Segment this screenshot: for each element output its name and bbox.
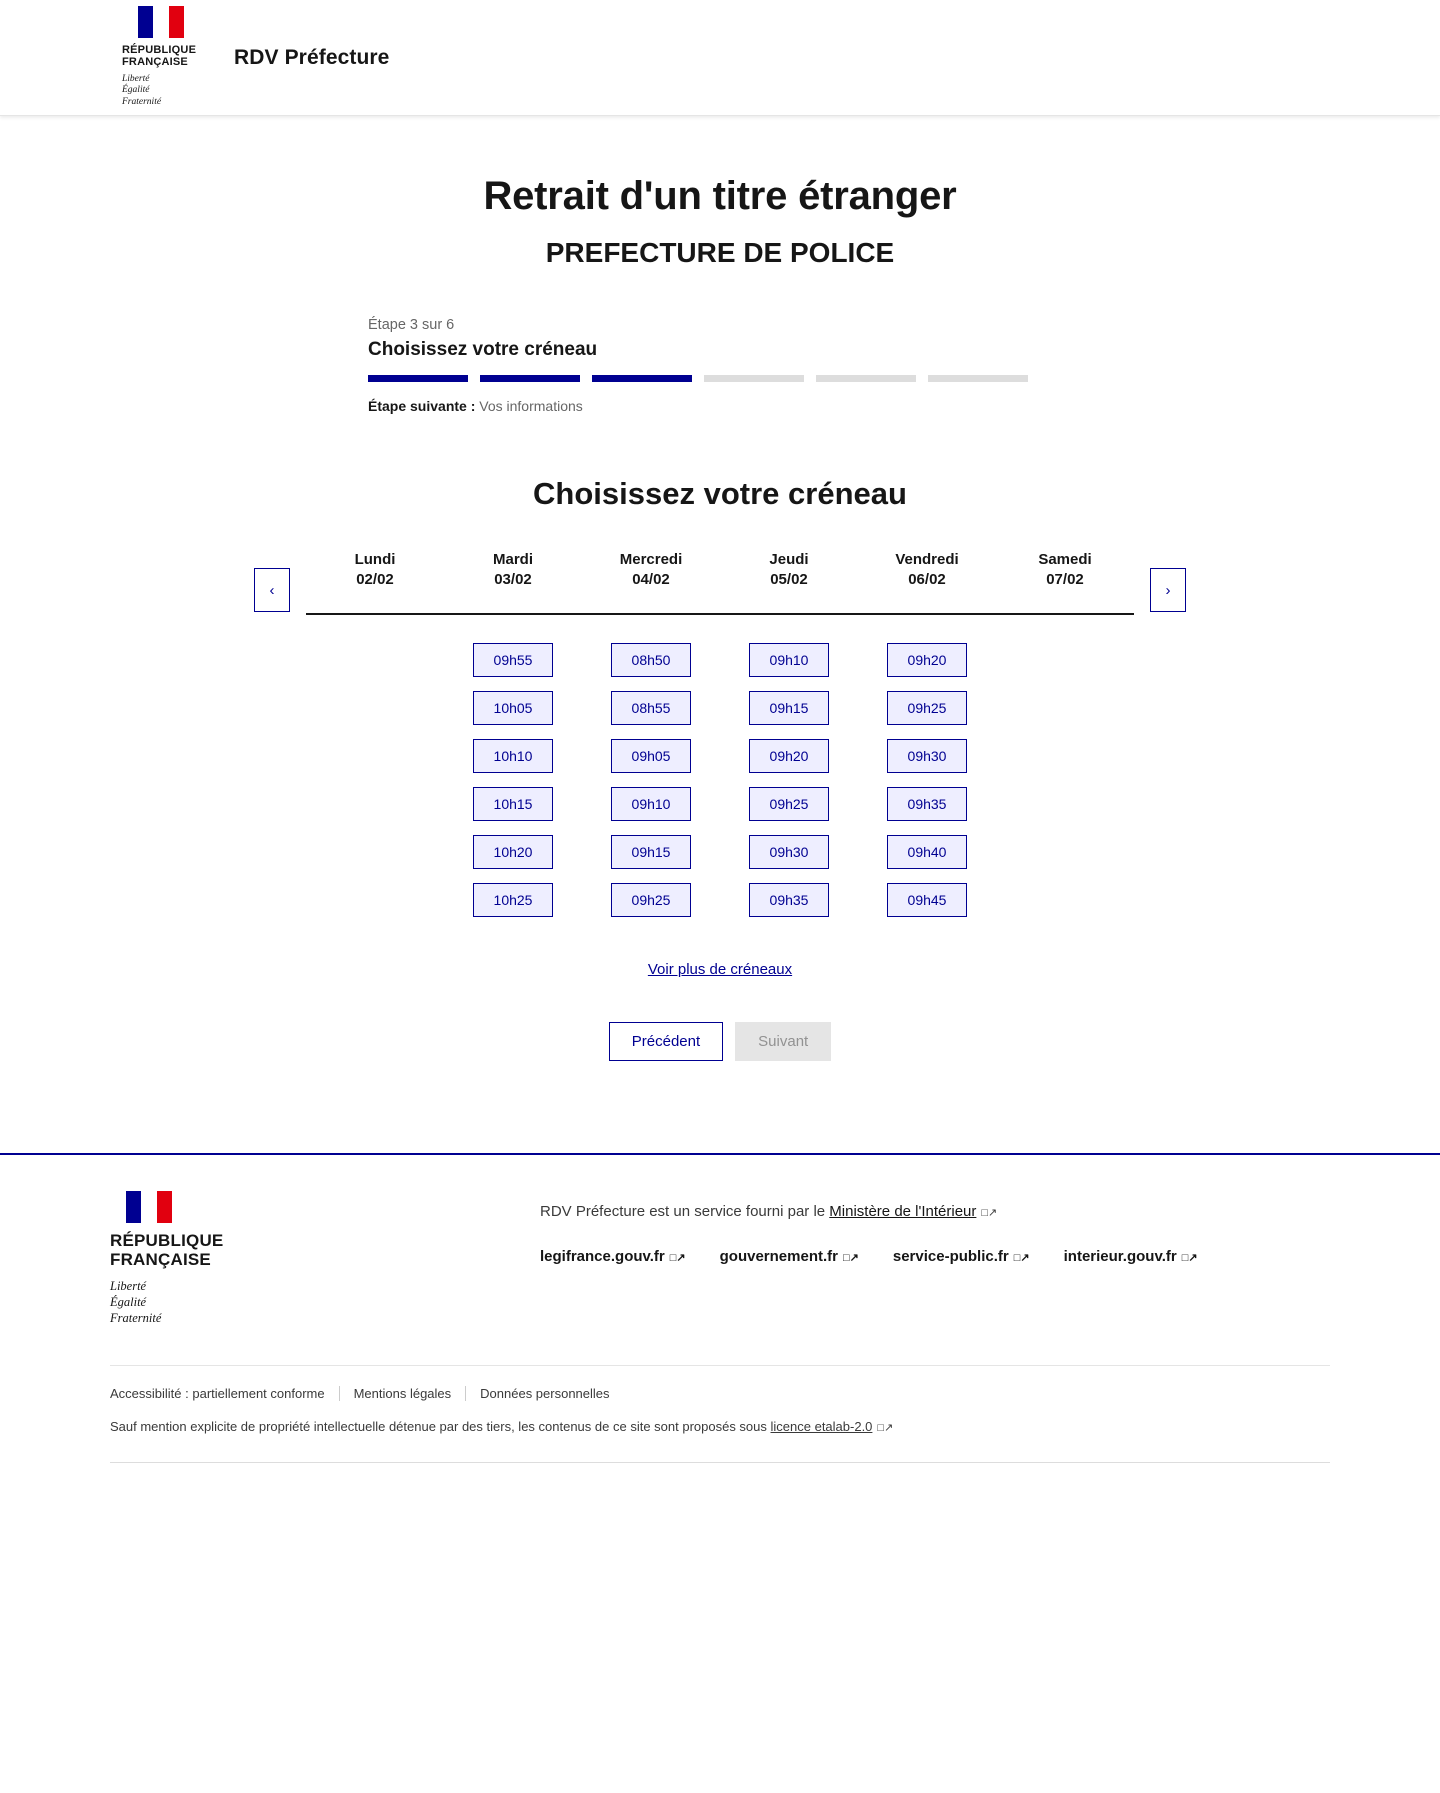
app-title[interactable]: RDV Préfecture — [234, 45, 390, 69]
devise-line2: Égalité — [122, 85, 150, 96]
step-bar-5 — [816, 375, 916, 382]
legal-link-separator — [465, 1386, 466, 1401]
calendar-day-column — [444, 550, 582, 917]
calendar-day-date: 04/02 — [632, 571, 670, 589]
timeslot-button[interactable]: 09h20 — [887, 643, 967, 677]
calendar-day-date: 05/02 — [770, 571, 808, 589]
calendar-day-slots — [858, 643, 996, 917]
timeslot-button[interactable]: 10h15 — [473, 787, 553, 821]
footer-republique-line2: FRANÇAISE — [110, 1250, 211, 1270]
footer-republique-text — [110, 1231, 540, 1270]
step-bar-6 — [928, 375, 1028, 382]
footer-link[interactable]: service-public.fr — [892, 1247, 1009, 1265]
external-link-icon: □↗ — [981, 1206, 998, 1219]
devise-line3: Fraternité — [122, 97, 162, 108]
footer-devise-line2: Égalité — [110, 1295, 147, 1310]
site-footer — [0, 1153, 1440, 1463]
calendar-day-slots — [444, 643, 582, 917]
stepper — [364, 317, 1076, 414]
republique-francaise-logo — [122, 6, 214, 109]
footer-top — [110, 1191, 1330, 1327]
next-step-value: Vos informations — [479, 398, 583, 414]
step-bar-1 — [368, 375, 468, 382]
footer-links — [540, 1248, 1198, 1265]
legal-links — [110, 1386, 1330, 1401]
footer-devise-line3: Fraternité — [110, 1311, 162, 1326]
external-link-icon: □↗ — [877, 1421, 894, 1434]
footer-description — [540, 1203, 1198, 1220]
timeslot-button[interactable]: 09h45 — [887, 883, 967, 917]
timeslot-button[interactable]: 08h50 — [611, 643, 691, 677]
timeslot-button[interactable]: 09h25 — [749, 787, 829, 821]
next-step-label: Étape suivante : — [368, 398, 476, 414]
calendar-day-header — [996, 550, 1134, 615]
legal-link-separator — [339, 1386, 340, 1401]
republique-line1: RÉPUBLIQUE — [122, 43, 197, 56]
form-actions — [0, 1022, 1440, 1061]
ministry-link[interactable]: Ministère de l'Intérieur — [829, 1202, 977, 1220]
calendar-day-column — [720, 550, 858, 917]
timeslot-button[interactable]: 10h20 — [473, 835, 553, 869]
footer-link[interactable]: legifrance.gouv.fr — [540, 1247, 665, 1265]
step-count: Étape 3 sur 6 — [368, 317, 455, 333]
footer-right — [540, 1191, 1198, 1327]
calendar-day-name: Jeudi — [769, 551, 809, 568]
timeslot-button[interactable]: 09h05 — [611, 739, 691, 773]
footer-description-text: RDV Préfecture est un service fourni par le — [540, 1202, 830, 1220]
calendar-day-date: 07/02 — [1046, 571, 1084, 589]
calendar-day-header — [582, 550, 720, 615]
timeslot-button[interactable]: 09h15 — [749, 691, 829, 725]
calendar-day-column — [306, 550, 444, 917]
footer-link-item — [720, 1248, 859, 1265]
devise-block — [122, 74, 214, 110]
calendar-day-name: Vendredi — [895, 551, 959, 568]
next-week-button[interactable] — [1150, 568, 1186, 612]
footer-link[interactable]: gouvernement.fr — [719, 1247, 838, 1265]
legal-link[interactable]: Données personnelles — [480, 1385, 610, 1401]
footer-french-flag-icon — [126, 1191, 172, 1223]
timeslot-button[interactable]: 10h25 — [473, 883, 553, 917]
timeslot-button[interactable]: 09h10 — [749, 643, 829, 677]
legal-link[interactable]: Mentions légales — [353, 1385, 452, 1401]
calendar-day-date: 06/02 — [908, 571, 946, 589]
previous-week-button[interactable] — [254, 568, 290, 612]
calendar-day-column — [858, 550, 996, 917]
step-progress-bars — [368, 375, 1076, 382]
timeslot-button[interactable]: 09h40 — [887, 835, 967, 869]
calendar-day-header — [858, 550, 996, 615]
calendar-day-name: Lundi — [354, 551, 396, 568]
calendar-day-name: Mardi — [492, 551, 533, 568]
calendar-day-slots — [582, 643, 720, 917]
timeslot-button[interactable]: 09h30 — [749, 835, 829, 869]
page-title: Retrait d'un titre étranger — [483, 174, 957, 218]
calendar-day-column — [996, 550, 1134, 917]
previous-button[interactable]: Précédent — [609, 1022, 723, 1061]
external-link-icon: □↗ — [842, 1251, 859, 1264]
next-step — [368, 398, 1076, 414]
calendar-day-name: Mercredi — [619, 551, 683, 568]
footer-divider — [110, 1462, 1330, 1463]
calendar-day-date: 03/02 — [494, 571, 532, 589]
republique-line2: FRANÇAISE — [122, 56, 188, 69]
footer-devise — [110, 1278, 540, 1327]
footer-link-item — [1064, 1248, 1198, 1265]
calendar-heading: Choisissez votre créneau — [533, 476, 907, 511]
footer-devise-line1: Liberté — [110, 1278, 147, 1293]
footer-link[interactable]: interieur.gouv.fr — [1063, 1247, 1177, 1265]
footer-link-item — [540, 1248, 686, 1265]
timeslot-button[interactable]: 10h05 — [473, 691, 553, 725]
external-link-icon: □↗ — [669, 1251, 686, 1264]
calendar-day-header — [306, 550, 444, 615]
footer-republique-line1: RÉPUBLIQUE — [110, 1230, 224, 1250]
step-title: Choisissez votre créneau — [368, 339, 598, 360]
timeslot-button[interactable]: 09h25 — [887, 691, 967, 725]
main-content — [0, 116, 1440, 1061]
timeslot-button[interactable]: 09h25 — [611, 883, 691, 917]
timeslot-button[interactable]: 09h35 — [749, 883, 829, 917]
step-bar-3 — [592, 375, 692, 382]
footer-link-item — [893, 1248, 1030, 1265]
footer-bottom — [110, 1365, 1330, 1462]
republique-text — [122, 44, 214, 69]
timeslot-button[interactable]: 10h10 — [473, 739, 553, 773]
calendar — [254, 550, 1186, 917]
step-bar-2 — [480, 375, 580, 382]
license-text — [110, 1419, 1330, 1434]
timeslot-button[interactable]: 09h30 — [887, 739, 967, 773]
timeslot-button[interactable]: 09h35 — [887, 787, 967, 821]
external-link-icon: □↗ — [1181, 1251, 1198, 1264]
timeslot-button[interactable]: 09h20 — [749, 739, 829, 773]
calendar-day-slots — [720, 643, 858, 917]
timeslot-button[interactable]: 09h55 — [473, 643, 553, 677]
calendar-day-column — [582, 550, 720, 917]
more-slots-link[interactable]: Voir plus de créneaux — [647, 960, 793, 978]
timeslot-button[interactable]: 08h55 — [611, 691, 691, 725]
license-prefix: Sauf mention explicite de propriété intellectuelle détenue par des tiers, les contenus de ce site sont proposés sous — [110, 1418, 771, 1434]
next-button[interactable]: Suivant — [735, 1022, 831, 1061]
footer-brand — [110, 1191, 540, 1327]
timeslot-button[interactable]: 09h15 — [611, 835, 691, 869]
page-subtitle: PREFECTURE DE POLICE — [545, 237, 895, 268]
site-header — [0, 0, 1440, 116]
calendar-day-name: Samedi — [1038, 551, 1092, 568]
calendar-days — [306, 550, 1134, 917]
calendar-day-header — [720, 550, 858, 615]
step-bar-4 — [704, 375, 804, 382]
license-link[interactable]: licence etalab-2.0 — [770, 1418, 873, 1434]
chevron-left-icon: ‹ — [269, 581, 275, 599]
chevron-right-icon: › — [1165, 581, 1171, 599]
french-flag-icon — [138, 6, 184, 38]
legal-link[interactable]: Accessibilité : partiellement conforme — [110, 1385, 325, 1401]
timeslot-button[interactable]: 09h10 — [611, 787, 691, 821]
calendar-day-header — [444, 550, 582, 615]
devise-line1: Liberté — [122, 73, 150, 84]
calendar-day-date: 02/02 — [356, 571, 394, 589]
external-link-icon: □↗ — [1013, 1251, 1030, 1264]
brand-block — [122, 6, 389, 109]
